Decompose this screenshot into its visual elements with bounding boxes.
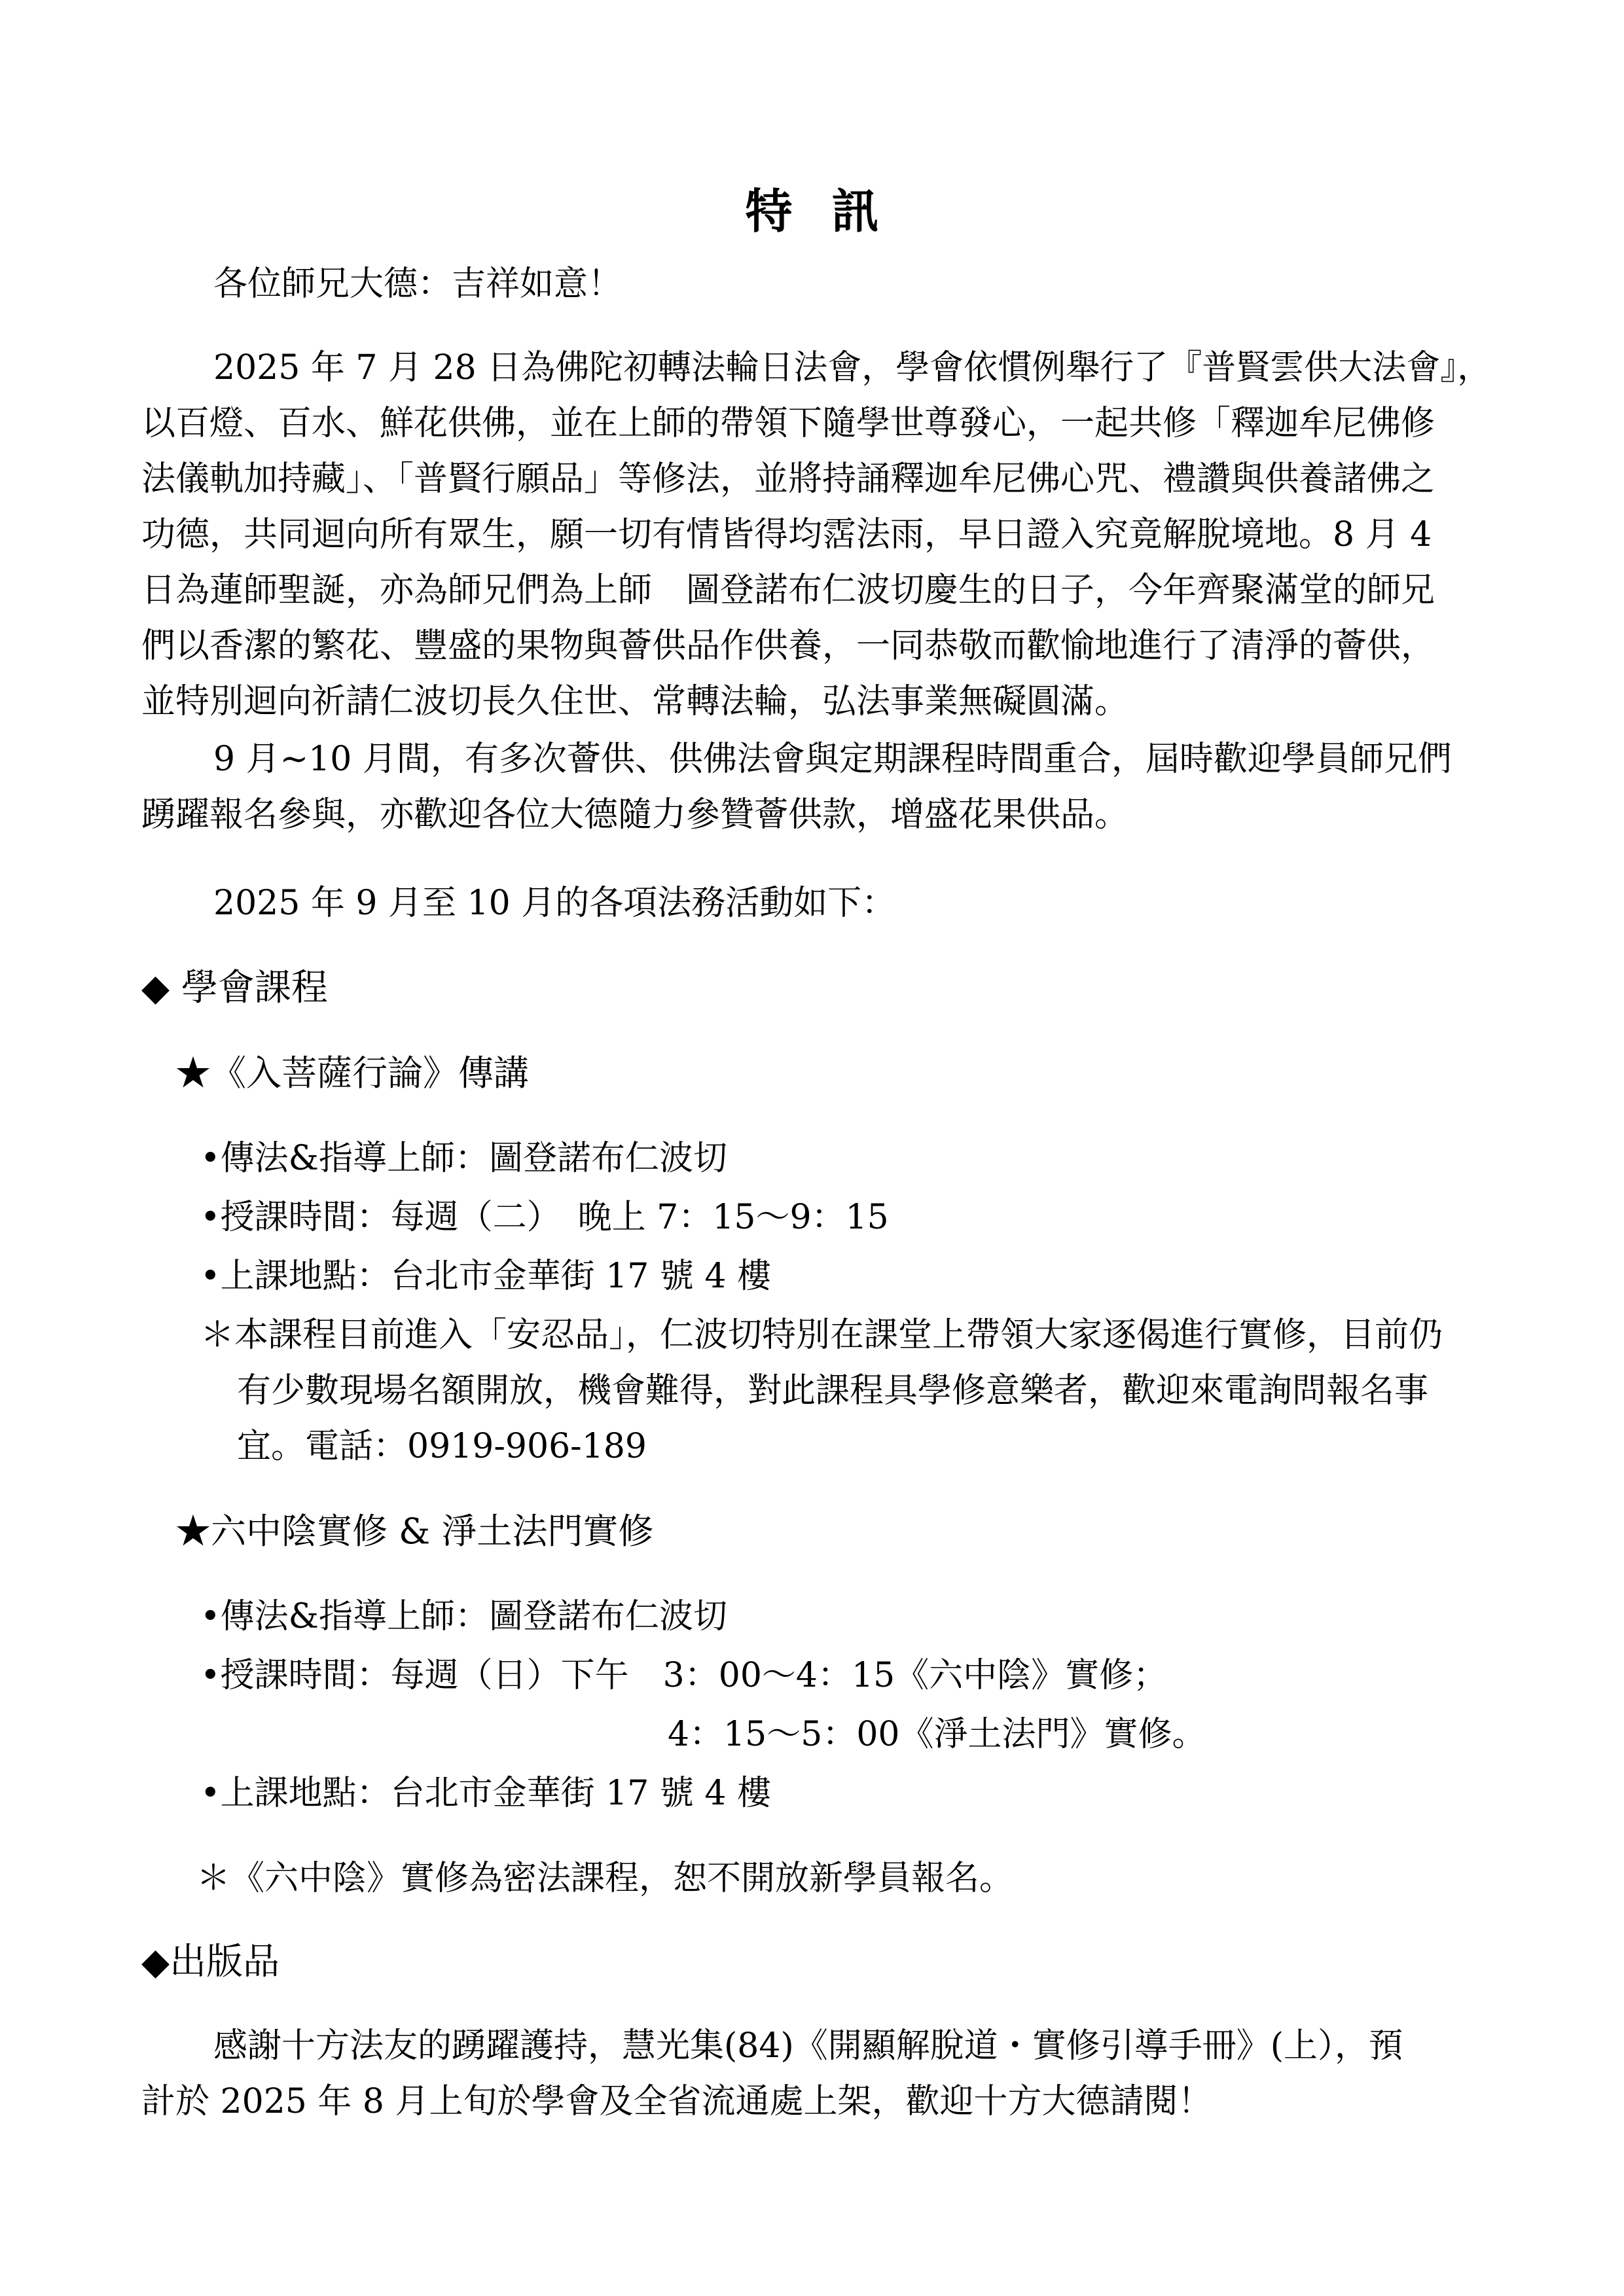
course-time-continued: 4：15～5：00《淨土法門》實修。 <box>668 1715 1206 1754</box>
course-location: •上課地點：台北市金華街 17 號 4 樓 <box>200 1774 772 1813</box>
section-heading-courses: ◆ 學會課程 <box>141 967 328 1009</box>
paragraph-line: 法儀軌加持藏」、「普賢行願品」等修法，並將持誦釋迦牟尼佛心咒、禮讚與供養諸佛之 <box>141 459 1435 499</box>
course-heading: ★六中陰實修 & 淨土法門實修 <box>175 1511 654 1552</box>
course-note: 有少數現場名額開放，機會難得，對此課程具學修意樂者，歡迎來電詢問報名事 <box>237 1371 1429 1410</box>
section-heading-publications: ◆出版品 <box>141 1941 280 1983</box>
publication-line: 計於 2025 年 8 月上旬於學會及全省流通處上架，歡迎十方大德請閱！ <box>141 2082 1212 2121</box>
paragraph-line: 並特別迴向祈請仁波切長久住世、常轉法輪，弘法事業無礙圓滿。 <box>141 682 1129 721</box>
course-note: ＊《六中陰》實修為密法課程，恕不開放新學員報名。 <box>196 1859 1014 1898</box>
paragraph-line: 以百燈、百水、鮮花供佛，並在上師的帶領下隨學世尊發心，一起共修「釋迦牟尼佛修 <box>141 404 1435 443</box>
course-time: •授課時間：每週（二） 晚上 7：15～9：15 <box>200 1198 889 1237</box>
paragraph-line: 們以香潔的繁花、豐盛的果物與薈供品作供養，一同恭敬而歡愉地進行了清淨的薈供， <box>141 626 1435 666</box>
paragraph-line: 2025 年 7 月 28 日為佛陀初轉法輪日法會，學會依慣例舉行了『普賢雲供大法會』， <box>213 348 1492 387</box>
course-teacher: •傳法&指導上師：圖登諾布仁波切 <box>200 1597 727 1636</box>
paragraph-line: 功德，共同迴向所有眾生，願一切有情皆得均霑法雨，早日證入究竟解脫境地。8 月 4 <box>141 515 1432 554</box>
course-heading: ★《入菩薩行論》傳講 <box>175 1052 529 1094</box>
course-time: •授課時間：每週（日）下午 3：00～4：15《六中陰》實修； <box>200 1656 1168 1695</box>
paragraph-line: 踴躍報名參與，亦歡迎各位大德隨力參贊薈供款，增盛花果供品。 <box>141 795 1129 834</box>
schedule-intro: 2025 年 9 月至 10 月的各項法務活動如下： <box>213 884 896 923</box>
paragraph-line: 9 月~10 月間，有多次薈供、供佛法會與定期課程時間重合，屆時歡迎學員師兄們 <box>213 740 1452 779</box>
greeting: 各位師兄大德：吉祥如意！ <box>213 264 623 304</box>
paragraph-line: 日為蓮師聖誕，亦為師兄們為上師 圖登諾布仁波切慶生的日子，今年齊聚滿堂的師兄 <box>141 571 1435 610</box>
publication-line: 感謝十方法友的踴躍護持，慧光集(84)《開顯解脫道・實修引導手冊》(上），預 <box>213 2026 1403 2066</box>
page-title: 特訊 <box>745 183 918 239</box>
course-note: ＊本課程目前進入「安忍品」，仁波切特別在課堂上帶領大家逐偈進行實修，目前仍 <box>200 1316 1443 1355</box>
course-teacher: •傳法&指導上師：圖登諾布仁波切 <box>200 1139 727 1178</box>
course-location: •上課地點：台北市金華街 17 號 4 樓 <box>200 1257 772 1296</box>
course-note: 宜。電話：0919-906-189 <box>237 1427 647 1466</box>
